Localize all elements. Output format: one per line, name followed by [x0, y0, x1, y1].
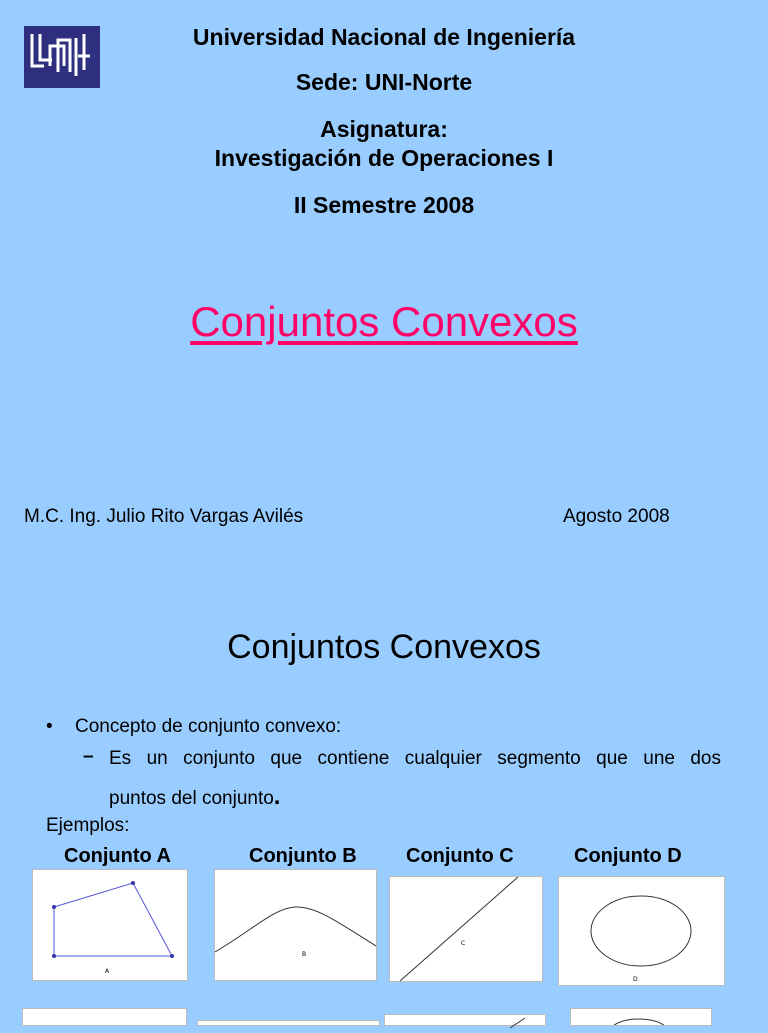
- sub-bullet-line2-text: puntos del conjunto: [109, 788, 274, 809]
- presentation-date: Agosto 2008: [563, 506, 670, 527]
- figure-tag-c: C: [461, 940, 466, 947]
- example-figure-b: [214, 869, 377, 981]
- figure-tag-a: A: [105, 968, 110, 975]
- sub-bullet-period: .: [273, 783, 281, 810]
- university-name: Universidad Nacional de Ingeniería: [192, 24, 576, 50]
- subject-label: Asignatura:: [320, 116, 448, 142]
- sub-bullet-line1: Es un conjunto que contiene cualquier segmento que une dos: [109, 748, 721, 769]
- ellipse-figure-partial: [571, 1009, 711, 1025]
- examples-label: Ejemplos:: [46, 815, 130, 836]
- example-figure-e: [22, 1008, 187, 1026]
- example-label-b: Conjunto B: [249, 845, 357, 867]
- polygon-figure: [33, 870, 187, 980]
- bullet-dot: •: [46, 716, 53, 737]
- line-figure: [390, 877, 542, 981]
- example-figure-d: [558, 876, 725, 986]
- subject-name: Investigación de Operaciones I: [214, 145, 554, 171]
- example-figure-f: [197, 1020, 380, 1026]
- ellipse-figure: [559, 877, 724, 985]
- semester: II Semestre 2008: [293, 192, 475, 218]
- line-figure-partial: [385, 1018, 545, 1028]
- figure-tag-b: B: [302, 951, 307, 958]
- sub-bullet-line2: [109, 783, 280, 811]
- bullet-concept: Concepto de conjunto convexo:: [75, 716, 342, 737]
- presentation-title: Conjuntos Convexos: [190, 298, 578, 345]
- curve-figure: [215, 870, 376, 980]
- example-label-c: Conjunto C: [406, 845, 514, 867]
- slide-title: Conjuntos Convexos: [227, 628, 541, 666]
- example-figure-c: [389, 876, 543, 982]
- example-figure-g: [384, 1014, 546, 1026]
- example-label-d: Conjunto D: [574, 845, 682, 867]
- campus-name: Sede: UNI-Norte: [295, 69, 473, 95]
- example-figure-a: [32, 869, 188, 981]
- example-figure-h: [570, 1008, 712, 1026]
- author-name: M.C. Ing. Julio Rito Vargas Avilés: [24, 506, 304, 527]
- example-label-a: Conjunto A: [64, 845, 172, 867]
- figure-tag-d: D: [633, 976, 638, 983]
- sub-bullet-dash: –: [83, 746, 94, 767]
